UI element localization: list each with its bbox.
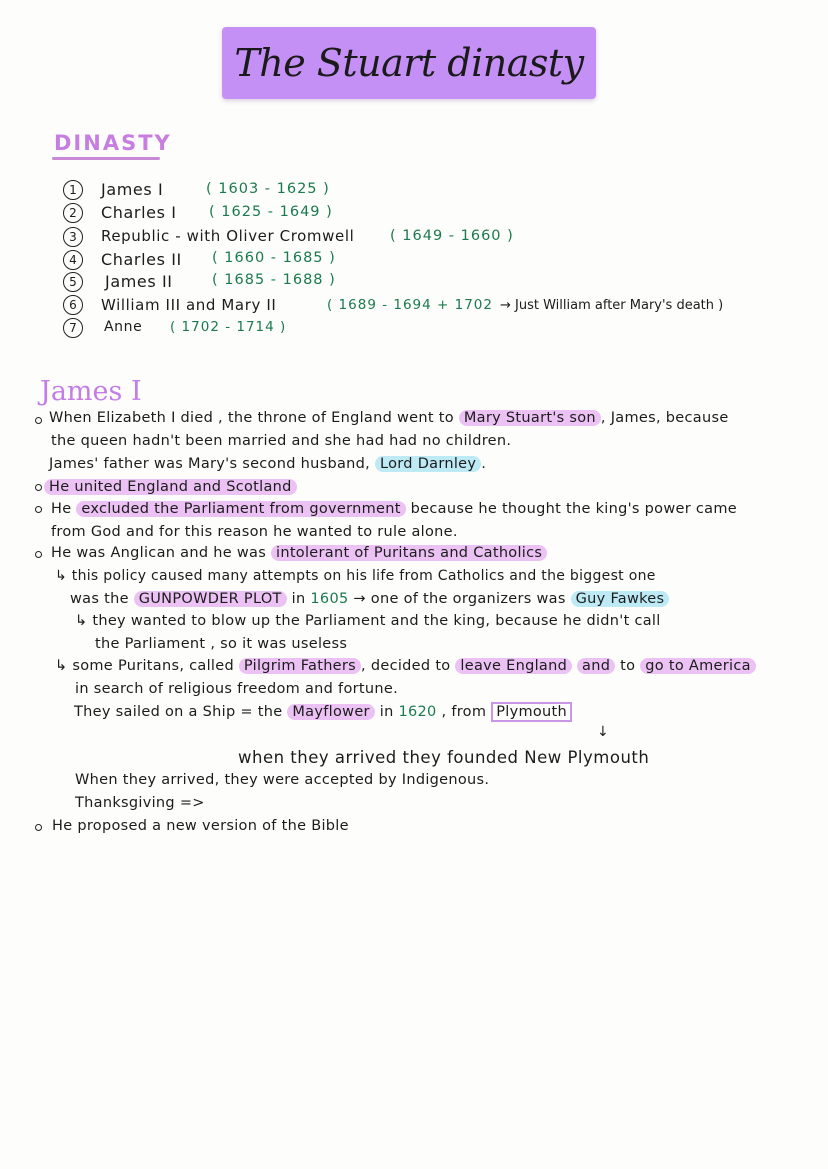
text: He <box>51 501 72 517</box>
text: because he thought the king's power came <box>410 501 737 517</box>
text: , James, because <box>600 410 729 426</box>
text: , decided to <box>361 658 451 674</box>
section-heading-james: James I <box>40 376 142 407</box>
paragraph-line <box>70 591 669 607</box>
paragraph-line: from God and for this reason he wanted to rule alone. <box>51 524 458 540</box>
ruler-name: James I <box>101 180 164 199</box>
page-title: The Stuart dinasty <box>234 41 584 85</box>
paragraph-line: When they arrived, they were accepted by Indigenous. <box>75 772 490 788</box>
paragraph-line: He proposed a new version of the Bible <box>52 818 349 834</box>
paragraph-line: the queen hadn't been married and she had had no children. <box>51 433 512 449</box>
paragraph-line: when they arrived they founded New Plymouth <box>238 748 650 767</box>
bullet-icon <box>35 506 42 513</box>
ruler-name: Charles I <box>101 203 177 222</box>
text: He was Anglican and he was <box>51 545 267 561</box>
highlight: go to America <box>640 658 756 674</box>
ruler-name: Anne <box>104 319 143 335</box>
ruler-dates: ( 1685 - 1688 ) <box>212 272 336 288</box>
paragraph-line <box>51 501 737 517</box>
text: in <box>379 704 394 720</box>
highlight: and <box>577 658 615 674</box>
paragraph-line <box>74 704 572 720</box>
ruler-dates: ( 1625 - 1649 ) <box>209 204 333 220</box>
paragraph-line <box>49 456 486 472</box>
text: James' father was Mary's second husband, <box>49 456 371 472</box>
highlight: leave England <box>455 658 572 674</box>
paragraph-line <box>49 410 729 426</box>
bullet-icon <box>35 551 42 558</box>
list-number: 6 <box>63 295 83 315</box>
paragraph-line: in search of religious freedom and fortune. <box>75 681 398 697</box>
highlight: excluded the Parliament from government <box>76 501 405 517</box>
dinasty-underline <box>52 157 160 160</box>
ruler-name: William III and Mary II <box>101 296 277 314</box>
bullet-icon <box>35 417 42 424</box>
ruler-note: → Just William after Mary's death ) <box>500 298 724 313</box>
ruler-dates: ( 1660 - 1685 ) <box>212 250 336 266</box>
text: They sailed on a Ship = the <box>74 704 283 720</box>
bullet-icon <box>35 484 42 491</box>
ruler-name: James II <box>105 272 173 291</box>
title-banner <box>222 27 596 99</box>
highlight: Mayflower <box>287 704 374 720</box>
boxed-word: Plymouth <box>491 702 572 722</box>
list-number: 1 <box>63 180 83 200</box>
list-number: 5 <box>63 272 83 292</box>
ruler-name: Charles II <box>101 250 182 269</box>
paragraph-line: the Parliament , so it was useless <box>95 636 348 652</box>
ruler-dates: ( 1702 - 1714 ) <box>170 319 287 335</box>
highlight: He united England and Scotland <box>44 479 297 495</box>
paragraph-line <box>51 545 547 561</box>
list-number: 4 <box>63 250 83 270</box>
highlight: Pilgrim Fathers <box>239 658 361 674</box>
highlight: intolerant of Puritans and Catholics <box>271 545 547 561</box>
ruler-dates: ( 1689 - 1694 + 1702 <box>327 297 493 313</box>
paragraph-line: Thanksgiving => <box>75 795 205 811</box>
ruler-dates: ( 1649 - 1660 ) <box>390 228 514 244</box>
list-number: 2 <box>63 203 83 223</box>
paragraph-line <box>55 658 756 674</box>
text: ↳ some Puritans, called <box>55 658 234 674</box>
highlight: Lord Darnley <box>375 456 481 472</box>
text: , from <box>441 704 487 720</box>
list-number: 7 <box>63 318 83 338</box>
highlight: Guy Fawkes <box>571 591 670 607</box>
text: → one of the organizers was <box>353 591 566 607</box>
text: to <box>620 658 636 674</box>
ruler-name: Republic - with Oliver Cromwell <box>101 227 355 245</box>
dinasty-heading: DINASTY <box>54 131 172 155</box>
highlight: GUNPOWDER PLOT <box>134 591 287 607</box>
text: was the <box>70 591 129 607</box>
year: 1605 <box>310 591 349 607</box>
highlight: Mary Stuart's son <box>459 410 601 426</box>
bullet-icon <box>35 824 42 831</box>
paragraph-line <box>44 479 297 495</box>
paragraph-line: ↳ they wanted to blow up the Parliament and the king, because he didn't call <box>75 613 661 629</box>
list-number: 3 <box>63 227 83 247</box>
text: When Elizabeth I died , the throne of England went to <box>49 410 454 426</box>
year: 1620 <box>398 704 437 720</box>
text: in <box>291 591 306 607</box>
arrow-down-icon: ↓ <box>597 724 609 740</box>
paragraph-line: ↳ this policy caused many attempts on his life from Catholics and the biggest one <box>55 568 656 584</box>
text: . <box>481 456 487 472</box>
ruler-dates: ( 1603 - 1625 ) <box>206 181 330 197</box>
